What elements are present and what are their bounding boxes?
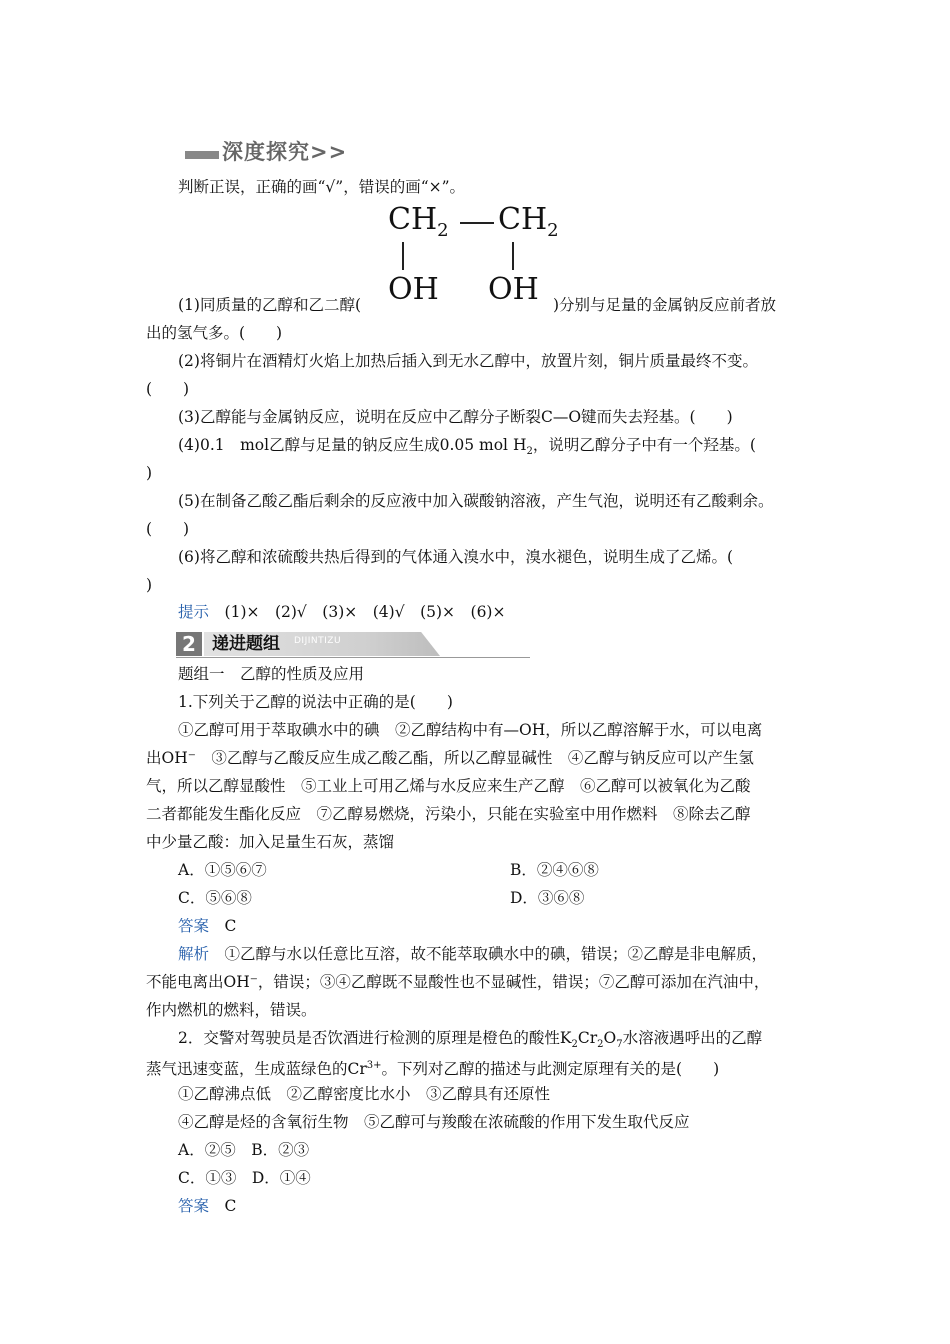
q6-line1: (6)将乙醇和浓硫酸共热后得到的气体通入溴水中，溴水褪色，说明生成了乙烯。( (178, 548, 734, 566)
section-title: 深度探究>> (222, 140, 348, 164)
p2-stem-line2: 蒸气迅速变蓝，生成蓝绿色的$Cr^{3+}$。下列对乙醇的描述与此测定原理有关的是( ) (146, 1060, 720, 1079)
hint-label: 提示 (178, 603, 210, 621)
formula-c-c-bond (460, 222, 494, 224)
q1-line2: 出的氢气多。( ) (146, 324, 283, 342)
section-sublabel: DIJINTIZU (294, 636, 342, 646)
explanation-label: 解析 (178, 945, 210, 963)
q4-line1: (4)0.1 mol乙醇与足量的钠反应生成0.05 mol $H_2$，说明乙醇分子中有一个羟基。( (178, 436, 756, 458)
q1-line1-after: )分别与足量的金属钠反应前者放 (553, 296, 777, 314)
answer-value: C (224, 917, 237, 935)
p1-statement-line: 中少量乙酸：加入足量生石灰，蒸馏 (146, 833, 395, 851)
q5-line1: (5)在制备乙酸乙酯后剩余的反应液中加入碳酸钠溶液，产生气泡，说明还有乙酸剩余。 (178, 492, 774, 510)
section-progressive-questions (176, 632, 530, 658)
section-label: 递进题组 (212, 634, 280, 654)
p2-statement-line: ①乙醇沸点低 ②乙醇密度比水小 ③乙醇具有还原性 (178, 1085, 551, 1103)
q1-line1-before: (1)同质量的乙醇和乙二醇( (178, 296, 362, 314)
p1-option-c: C．⑤⑥⑧ (178, 889, 252, 907)
p1-stem: 1.下列关于乙醇的说法中正确的是( ) (178, 693, 453, 711)
header-bar-decoration (185, 151, 219, 159)
p1-option-a: A．①⑤⑥⑦ (178, 861, 267, 879)
instructions: 判断正误，正确的画“√”，错误的画“×”。 (178, 178, 466, 196)
ethylene-glycol-structure (388, 202, 560, 310)
q6-line2: ) (146, 576, 153, 594)
p1-explanation-line1: 解析 ①乙醇与水以任意比互溶，故不能萃取碘水中的碘，错误；②乙醇是非电解质， (178, 945, 768, 963)
p2-stem-line1: 2．交警对驾驶员是否饮酒进行检测的原理是橙色的酸性$K_2Cr_2O_7$水溶液遇呼出的乙醇 (178, 1029, 763, 1051)
q2-line1: (2)将铜片在酒精灯火焰上加热后插入到无水乙醇中，放置片刻，铜片质量最终不变。 (178, 352, 758, 370)
hint-text: (1)× (2)√ (3)× (4)√ (5)× (6)× (224, 603, 506, 621)
q5-line2: ( ) (146, 520, 190, 538)
group-title: 题组一 乙醇的性质及应用 (178, 665, 365, 683)
formula-left-oh: OH (388, 272, 439, 307)
p1-statement-line: ①乙醇可用于萃取碘水中的碘 ②乙醇结构中有—OH，所以乙醇溶解于水，可以电离 (178, 721, 763, 739)
answer-label: 答案 (178, 1197, 210, 1215)
q2-line2: ( ) (146, 380, 190, 398)
formula-left-bond (402, 242, 404, 270)
answer-value: C (224, 1197, 237, 1215)
p1-statement-line: 气，所以乙醇显酸性 ⑤工业上可用乙烯与水反应来生产乙醇 ⑥乙醇可以被氧化为乙酸 (146, 777, 751, 795)
formula-left-ch2: $CH_2$ (388, 202, 449, 241)
formula-right-ch2: $CH_2$ (498, 202, 559, 241)
p1-answer (178, 915, 236, 937)
hint-line (178, 601, 505, 623)
p1-option-d: D．③⑥⑧ (510, 889, 585, 907)
p2-options-line: A．②⑤ B．②③ (178, 1141, 310, 1159)
p1-option-b: B．②④⑥⑧ (510, 861, 599, 879)
p2-options-line: C．①③ D．①④ (178, 1169, 311, 1187)
p2-statement-line: ④乙醇是烃的含氧衍生物 ⑤乙醇可与羧酸在浓硫酸的作用下发生取代反应 (178, 1113, 690, 1131)
p2-answer (178, 1195, 236, 1217)
p1-explanation-line: 作内燃机的燃料，错误。 (146, 1001, 317, 1019)
section-divider (176, 657, 530, 658)
p1-statement-line: 出OH⁻ ③乙醇与乙酸反应生成乙酸乙酯，所以乙醇显碱性 ④乙醇与钠反应可以产生氢 (146, 749, 754, 767)
section-header-deep-inquiry (185, 136, 347, 166)
section-number-badge: 2 (176, 632, 202, 656)
p1-explanation-line: 不能电离出OH⁻，错误；③④乙醇既不显酸性也不显碱性，错误；⑦乙醇可添加在汽油中， (146, 973, 770, 991)
q4-line2: ) (146, 464, 153, 482)
formula-right-bond (512, 242, 514, 270)
answer-label: 答案 (178, 917, 210, 935)
p1-statement-line: 二者都能发生酯化反应 ⑦乙醇易燃烧，污染小，只能在实验室中用作燃料 ⑧除去乙醇 (146, 805, 751, 823)
formula-right-oh: OH (488, 272, 539, 307)
q3-line: (3)乙醇能与金属钠反应，说明在反应中乙醇分子断裂C—O键而失去羟基。( ) (178, 408, 733, 426)
